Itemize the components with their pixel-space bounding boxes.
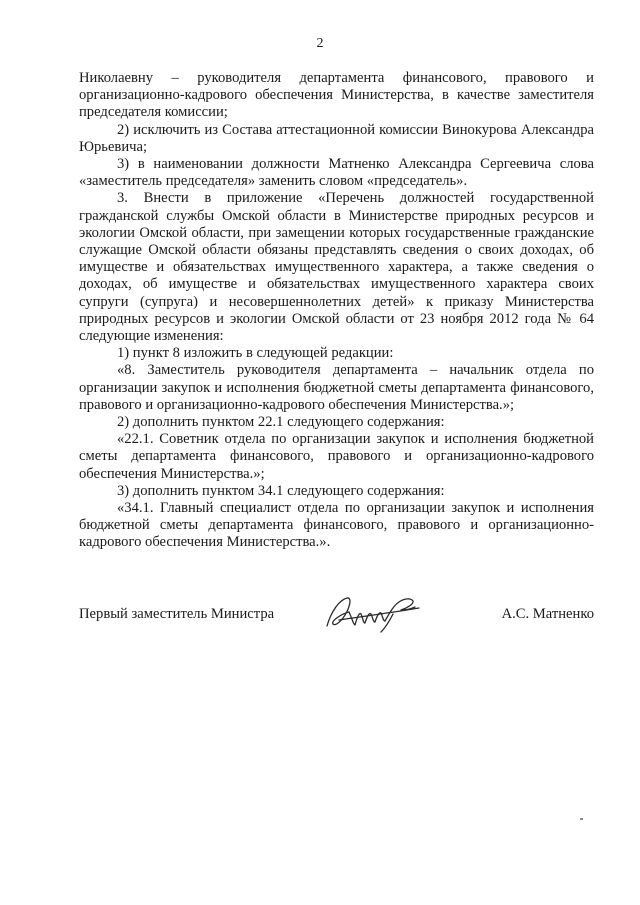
paragraph-2: 2) исключить из Состава аттестационной комиссии Винокурова Александра Юрьевича;: [79, 121, 594, 155]
signatory-name: А.С. Матненко: [501, 606, 594, 622]
paragraph-10: «34.1. Главный специалист отдела по организации закупок и исполнения бюджетной сметы департамента финансового, правового и организационно-кадрового обеспечения Министерства.».: [79, 500, 594, 551]
paragraph-4: 3. Внести в приложение «Перечень должностей государственной гражданской службы Омской области в Министерстве природных ресурсов и экологии Омской области, при замещении которых государственные гражданские служащие Омской области обязаны представлять сведения о своих доходах, об имуществе и обязательствах имущественного характера, а также сведения о доходах, об имуществе и обязательствах имущественного характера своих супруги (супруга) и несовершеннолетних детей» к приказу Министерства природных ресурсов и экологии Омской области от 23 ноября 2012 года № 64 следующие изменения:: [79, 190, 594, 345]
paragraph-3: 3) в наименовании должности Матненко Александра Сергеевича слова «заместитель председателя» заменить словом «председатель».: [79, 156, 594, 190]
paragraph-8: «22.1. Советник отдела по организации закупок и исполнения бюджетной сметы департамента финансового, правового и организационно-кадрового обеспечения Министерства.»;: [79, 431, 594, 482]
paragraph-1: Николаевну – руководителя департамента финансового, правового и организационно-кадрового обеспечения Министерства, в качестве заместителя председателя комиссии;: [79, 70, 594, 121]
paragraph-9: 3) дополнить пунктом 34.1 следующего содержания:: [117, 482, 445, 499]
paragraph-7: 2) дополнить пунктом 22.1 следующего содержания:: [117, 414, 445, 431]
paragraph-5: 1) пункт 8 изложить в следующей редакции:: [117, 345, 394, 362]
signatory-title: Первый заместитель Министра: [79, 606, 275, 622]
page-number: 2: [316, 36, 324, 51]
handwritten-signature-icon: [319, 592, 429, 634]
document-body: [79, 70, 594, 552]
scan-artifact: [580, 818, 583, 820]
paragraph-6: «8. Заместитель руководителя департамента – начальник отдела по организации закупок и исполнения бюджетной сметы департамента финансового, правового и организационно-кадрового обеспечения Министерства.»;: [79, 362, 594, 413]
signature-block: [79, 592, 594, 642]
